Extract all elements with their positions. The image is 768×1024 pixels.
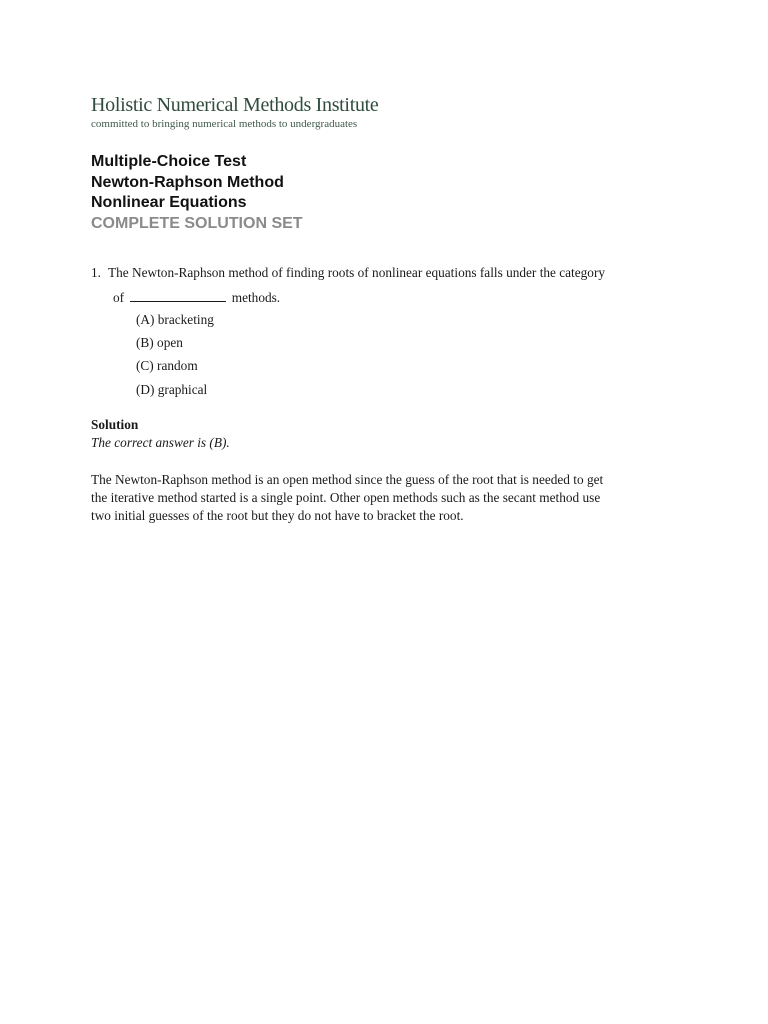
title-line-solution-set: COMPLETE SOLUTION SET [91,214,303,232]
question-text-prefix: of [113,290,125,305]
solution-line: two initial guesses of the root but they do not have to bracket the root. [91,508,464,523]
title-line-method: Newton-Raphson Method [91,173,284,191]
question-number: 1. [91,265,101,280]
option-d: (D) graphical [136,382,208,397]
title-line-test: Multiple-Choice Test [91,153,247,170]
institute-logo [91,93,378,131]
answer-blank [130,289,226,302]
option-b: (B) open [136,335,183,350]
option-c: (C) random [136,358,198,373]
question-text-suffix: methods. [231,290,281,305]
solution-line: The Newton-Raphson method is an open method since the guess of the root that is needed to get [91,472,604,487]
institute-tagline: committed to bringing numerical methods to undergraduates [91,118,358,130]
solution-answer: The correct answer is (B). [91,435,230,450]
solution-line: the iterative method started is a single point. Other open methods such as the secant method use [91,490,601,505]
option-a: (A) bracketing [136,312,214,327]
institute-name: Holistic Numerical Methods Institute [91,94,379,116]
question-text-line2 [113,289,280,306]
title-line-topic: Nonlinear Equations [91,194,247,211]
solution-heading: Solution [91,417,139,432]
document-title-block [91,152,303,234]
solution-explanation [91,471,691,525]
question-text-line1: The Newton-Raphson method of finding roots of nonlinear equations falls under the category [108,265,606,280]
